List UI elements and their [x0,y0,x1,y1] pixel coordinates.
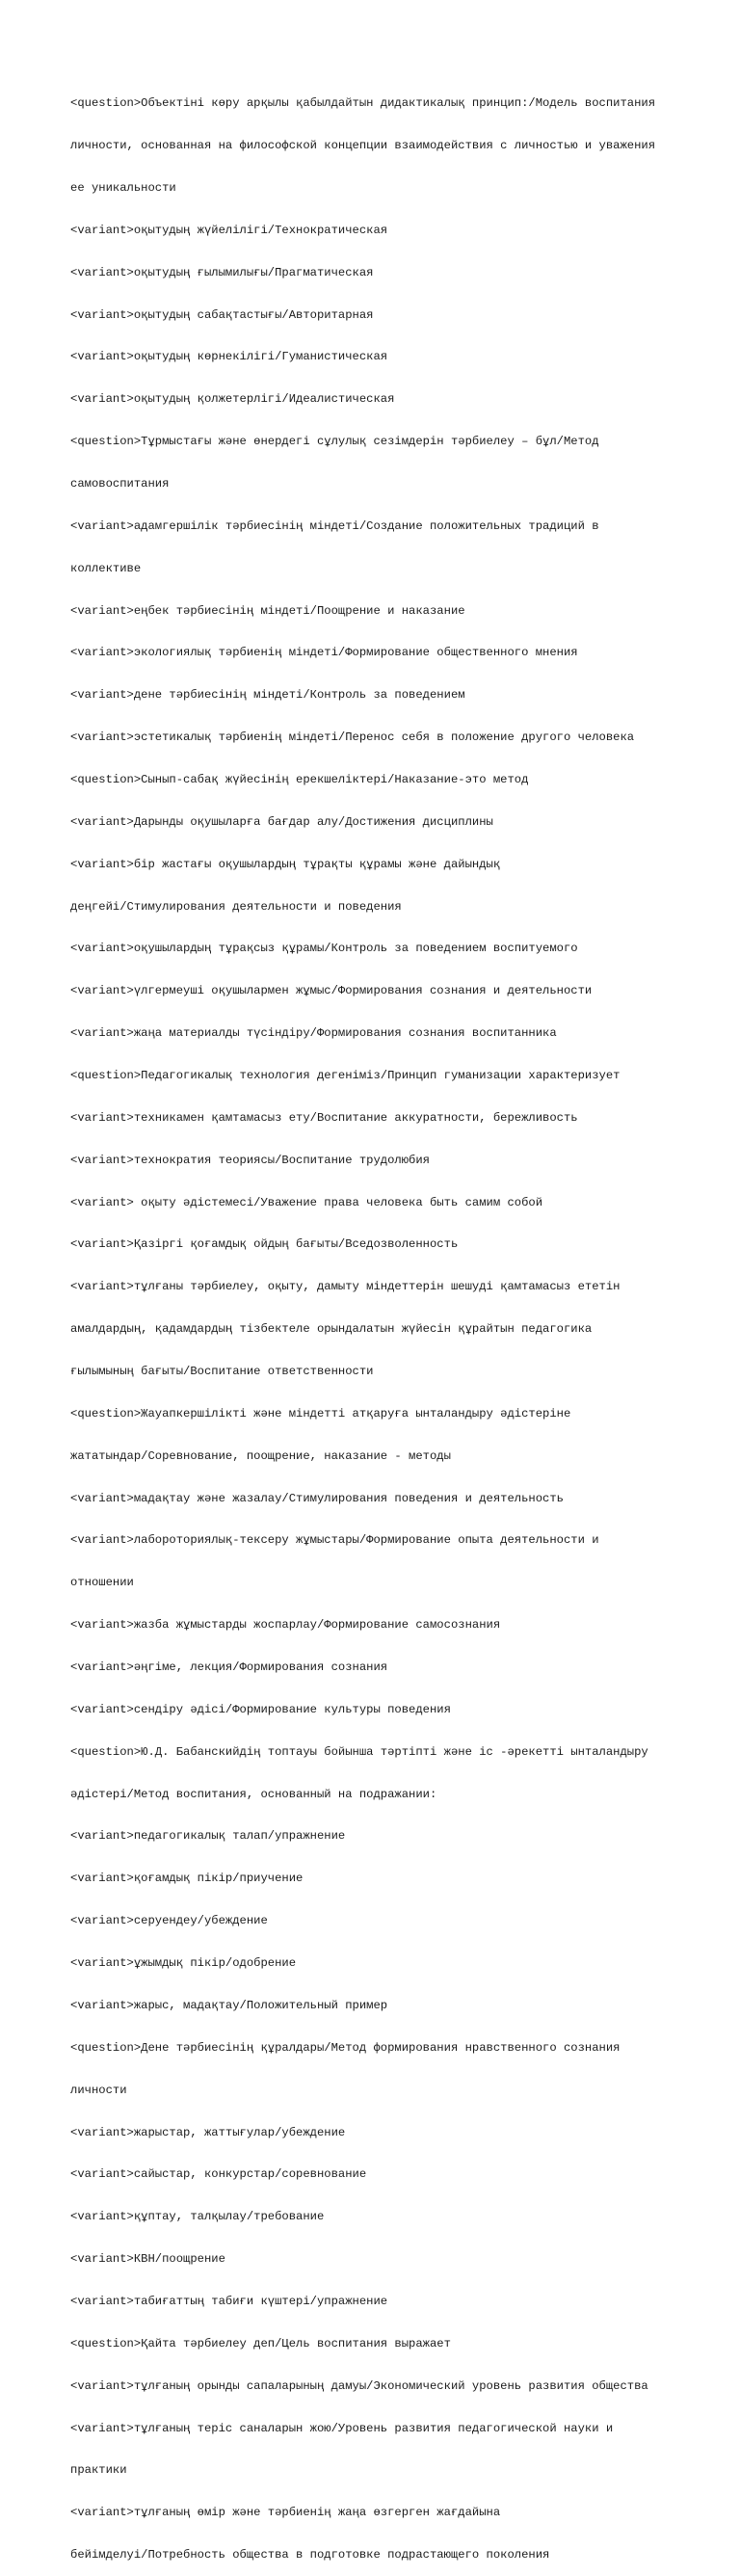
text-line: <variant>оқытудың көрнекілігі/Гуманистическая [70,350,388,364]
text-line: <variant>педагогикалық талап/упражнение [70,1829,346,1844]
text-line: <variant> оқыту әдістемесі/Уважение права человека быть самим собой [70,1195,543,1209]
text-line: <variant>технократия теориясы/Воспитание трудолюбия [70,1153,430,1167]
text-line: <variant>табиғаттың табиғи күштері/упражнение [70,2294,388,2308]
text-line: <variant>серуендеу/убеждение [70,1914,268,1928]
text-line: отношении [70,1576,134,1590]
text-line: <question>Қайта тәрбиелеу деп/Цель воспитания выражает [70,2336,451,2350]
text-line: деңгейі/Стимулирования деятельности и поведения [70,899,402,914]
text-line: <variant>Қазіргі қоғамдық ойдың бағыты/Вседозволенность [70,1237,459,1252]
text-line: жататындар/Соревнование, поощрение, наказание - методы [70,1448,451,1463]
text-line: <variant>техникамен қамтамасыз ету/Воспитание аккуратности, бережливость [70,1110,578,1125]
text-line: <variant>оқытудың жүйелілігі/Технократическая [70,223,388,237]
text-line: <variant>лабороториялық-тексеру жұмыстары/Формирование опыта деятельности и [70,1533,599,1548]
text-line: <question>Ю.Д. Бабанскийдің топтауы бойынша тәртіпті және іс -әрекетті ынталандыру [70,1744,648,1759]
text-line: <variant>мадақтау және жазалау/Стимулирования поведения и деятельность [70,1491,564,1505]
text-line: <variant>эстетикалық тәрбиенің міндеті/Перенос себя в положение другого человека [70,730,635,745]
text-line: ғылымының бағыты/Воспитание ответственности [70,1365,374,1379]
text-line: <question>Жауапкершілікті және міндетті атқаруға ынталандыру әдістеріне [70,1406,571,1421]
text-line: <variant>тұлғаның теріс саналарын жою/Уровень развития педагогической науки и [70,2421,614,2435]
text-line: амалдардың, қадамдардың тізбектеле орындалатын жүйесін құрайтын педагогика [70,1322,593,1337]
text-line: <variant>оқытудың қолжетерлігі/Идеалистическая [70,392,395,407]
text-line: <variant>жаңа материалды түсіндіру/Формирования сознания воспитанника [70,1026,557,1041]
text-line: <variant>тұлғаның орынды сапаларының дамуы/Экономический уровень развития общества [70,2378,648,2393]
text-line: <variant>дене тәрбиесінің міндеті/Контроль за поведением [70,688,465,703]
text-line: <variant>Дарынды оқушыларға бағдар алу/Достижения дисциплины [70,814,493,829]
text-line: <variant>КВН/поощрение [70,2252,225,2267]
text-line: <variant>ұжымдық пікір/одобрение [70,1956,297,1971]
text-line: <variant>жарыс, мадақтау/Положительный пример [70,1998,388,2012]
text-line: <variant>еңбек тәрбиесінің міндеті/Поощрение и наказание [70,603,465,618]
text-line: личности [70,2083,127,2097]
text-line: личности, основанная на философской концепции взаимодействия с личностью и уважения [70,139,656,153]
text-line: бейімделуі/Потребность общества в подготовке подрастающего поколения [70,2548,550,2563]
text-line: <question>Педагогикалық технология дегеніміз/Принцип гуманизации характеризует [70,1069,621,1083]
text-line: <variant>оқытудың ғылымилығы/Прагматическая [70,265,374,279]
text-line: <question>Дене тәрбиесінің құралдары/Метод формирования нравственного сознания [70,2040,621,2055]
text-line: <variant>үлгермеуші оқушылармен жұмыс/Формирования сознания и деятельности [70,984,593,998]
text-line: <variant>әңгіме, лекция/Формирования сознания [70,1660,388,1675]
text-line: әдістері/Метод воспитания, основанный на подражании: [70,1787,437,1801]
text-line: <variant>құптау, талқылау/требование [70,2210,325,2224]
text-line: <variant>тұлғаның өмір және тәрбиенің жаңа өзгерген жағдайына [70,2506,501,2520]
text-line: <question>Тұрмыстағы және өнердегі сұлулық сезімдерін тәрбиелеу – бұл/Метод [70,435,599,449]
text-line: <variant>экологиялық тәрбиенің міндеті/Формирование общественного мнения [70,646,578,660]
text-line: <variant>сайыстар, конкурстар/соревнование [70,2167,367,2182]
text-line: <variant>оқушылардың тұрақсыз құрамы/Контроль за поведением воспитуемого [70,942,578,956]
text-line: <variant>сендіру әдісі/Формирование культуры поведения [70,1702,451,1716]
text-line: <variant>оқытудың сабақтастығы/Авторитарная [70,307,374,322]
text-line: <variant>бір жастағы оқушылардың тұрақты құрамы және дайындық [70,857,501,871]
text-line: практики [70,2463,127,2478]
text-line: <variant>адамгершілік тәрбиесінің міндеті/Создание положительных традиций в [70,518,599,533]
text-line: <variant>жарыстар, жаттығулар/убеждение [70,2125,346,2139]
text-line: <variant>жазба жұмыстарды жоспарлау/Формирование самосознания [70,1618,501,1633]
text-line: <question>Сынып-сабақ жүйесінің ерекшеліктері/Наказание-это метод [70,773,529,786]
text-line: коллективе [70,561,142,575]
text-line: самовоспитания [70,476,170,491]
text-line: <variant>қоғамдық пікір/приучение [70,1872,304,1886]
text-line: ее уникальности [70,180,176,195]
text-line: <question>Объектіні көру арқылы қабылдайтын дидактикалық принцип:/Модель воспитания [70,96,656,111]
document-text [70,68,726,2576]
text-line: <variant>тұлғаны тәрбиелеу, оқыту, дамыту міндеттерін шешуді қамтамасыз ететін [70,1280,621,1294]
